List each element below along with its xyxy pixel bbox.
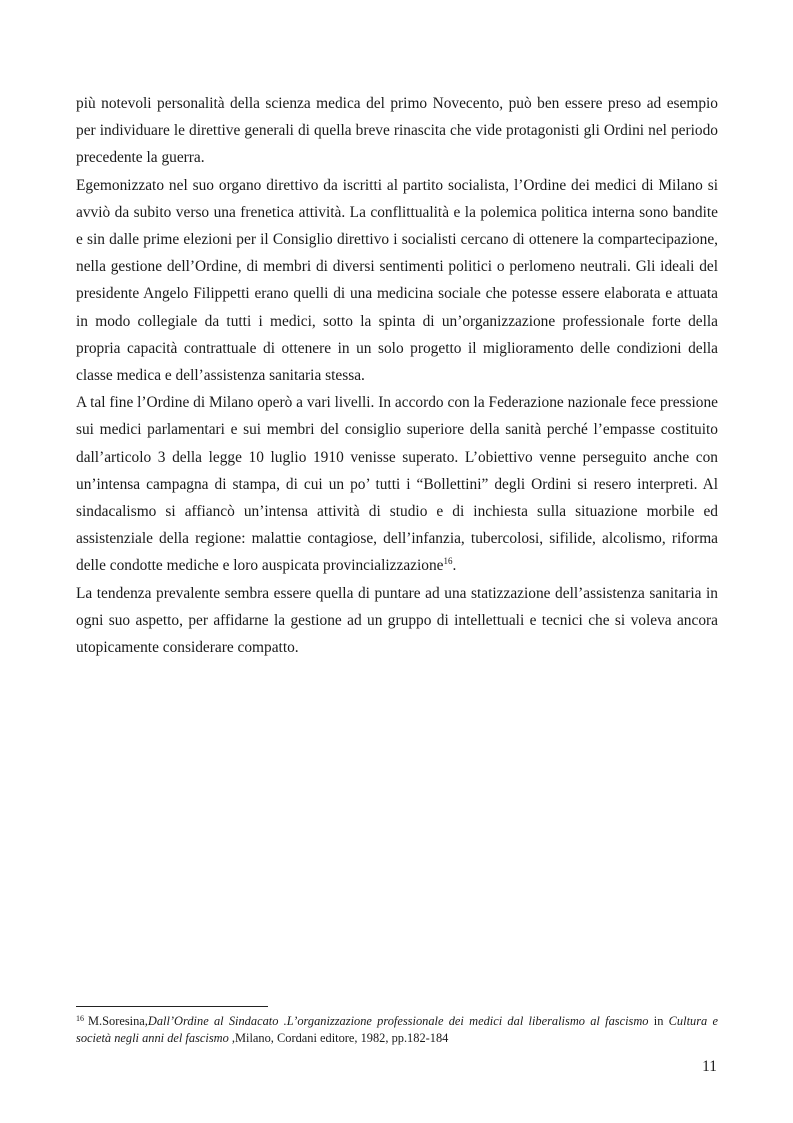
footnote-author: M.Soresina, — [88, 1014, 148, 1028]
body-text — [76, 90, 718, 661]
paragraph-2-text: Egemonizzato nel suo organo direttivo da iscritti al partito socialista, l’Ordine dei medici di Milano si avviò da subito verso una frenetica attività. La conflittualità e la polemica politica interna sono bandite e sin dalle prime elezioni per il Consiglio direttivo i socialisti cercano di ottenere la compartecipazione, nella gestione dell’Ordine, di membri di diversi sentimenti politici o perlomeno neutrali. Gli ideali del presidente Angelo Filippetti erano quelli di una medicina sociale che potesse essere elaborata e attuata in modo collegiale da tutti i medici, sotto la spinta di un’organizzazione professionale forte della propria capacità contrattuale di ottenere in un solo progetto il miglioramento delle condizioni della classe medica e dell’assistenza sanitaria stessa. — [76, 176, 718, 385]
paragraph-3 — [76, 389, 718, 579]
footnote-volume: Cultura e società negli anni del fascismo — [76, 1014, 718, 1045]
paragraph-1 — [76, 90, 718, 172]
paragraph-3-tail: . — [452, 557, 457, 575]
footnote — [76, 1013, 718, 1047]
paragraph-4 — [76, 580, 718, 662]
footnote-number: 16 — [76, 1014, 84, 1023]
footnote-divider — [76, 1006, 268, 1007]
footnote-connector: in — [648, 1014, 669, 1028]
paragraph-2 — [76, 172, 718, 390]
footnote-title: Dall’Ordine al Sindacato .L’organizzazione professionale dei medici dal liberalismo al fascismo — [147, 1014, 649, 1028]
paragraph-1-text: più notevoli personalità della scienza medica del primo Novecento, può ben essere preso ad esempio per individuare le direttive generali di quella breve rinascita che vide protagonisti gli Ordini nel periodo precedente la guerra. — [76, 95, 718, 167]
paragraph-4-text: La tendenza prevalente sembra essere quella di puntare ad una statizzazione dell’assistenza sanitaria in ogni suo aspetto, per affidarne la gestione ad un gruppo di intellettuali e tecnici che si voleva ancora utopicamente considerare compatto. — [76, 584, 718, 657]
page-number: 11 — [702, 1058, 717, 1075]
footnote-publication: ,Milano, Cordani editore, 1982, pp.182-184 — [228, 1031, 449, 1045]
footnote-reference[interactable]: 16 — [443, 556, 453, 567]
paragraph-3-text: A tal fine l’Ordine di Milano operò a vari livelli. In accordo con la Federazione nazionale fece pressione sui medici parlamentari e sui membri del consiglio superiore della sanità perché l’empasse costituito dall’articolo 3 della legge 10 luglio 1910 venisse superato. L’obiettivo venne perseguito anche con un’intensa campagna di stampa, di cui un po’ tutti i “Bollettini” degli Ordini si resero interpreti. Al sindacalismo si affiancò un’intensa attività di studio e di inchiesta sulla situazione morbile ed assistenziale della regione: malattie contagiose, dell’infanzia, tubercolosi, sifilide, alcolismo, riforma delle condotte mediche e loro auspicata provincializzazione — [76, 394, 718, 575]
